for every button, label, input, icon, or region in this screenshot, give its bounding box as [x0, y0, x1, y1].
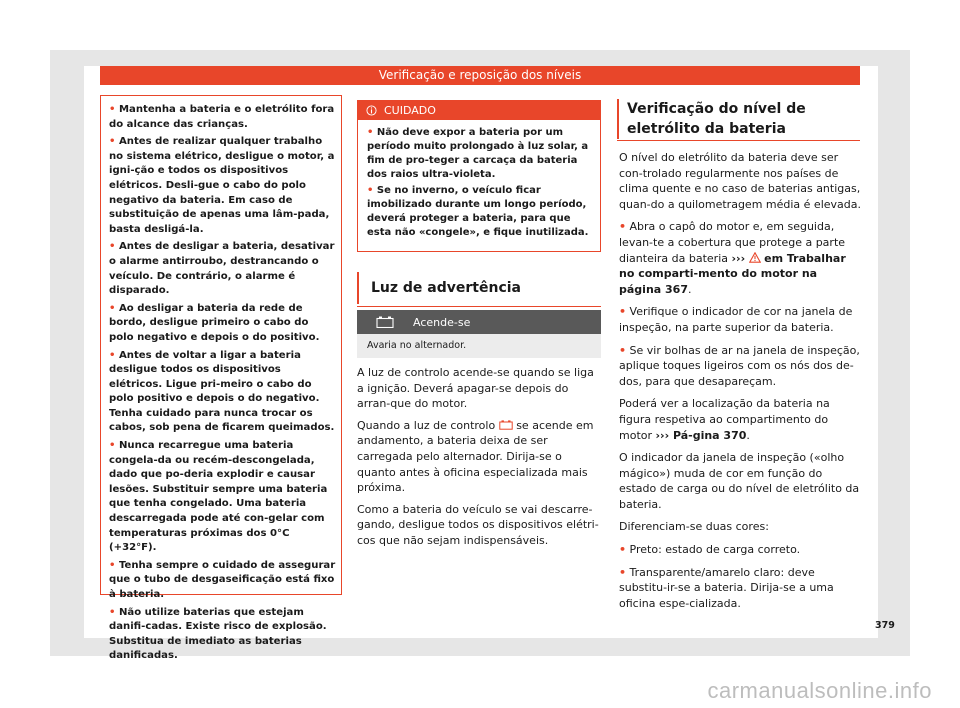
link-page-370[interactable]: ››› Pá-gina 370 [655, 428, 747, 442]
battery-icon [499, 420, 513, 430]
section-divider [617, 140, 860, 141]
list-item: • Antes de realizar qualquer trabalho no sistema elétrico, desligue o motor, a igni-ção e todos os dispositivos elétricos. Desli-gue o cabo do polo negativo da bateria. Em caso de substituição de apenas uma lâm-pada, basta desligá-la. [109, 136, 335, 235]
list-item: • Antes de voltar a ligar a bateria desligue todos os dispositivos elétricos. Ligue pri-meiro o cabo do polo positivo e depois o do negativo. Tenha cuidado para nunca trocar os cabos, sob pena de ficarem queimados. [109, 349, 335, 434]
paragraph: O nível do eletrólito da bateria deve ser con-trolado regularmente nos países de clima quente e no caso de baterias antigas, quan-do a quilometragem média é elevada. [619, 151, 861, 211]
paragraph: Quando a luz de controlo se acende em andamento, a bateria deixa de ser carregada pelo alternador. Dirija-se o quanto antes à oficina especializada mais próxima. [357, 418, 594, 495]
paragraph: Diferenciam-se duas cores: [619, 520, 769, 534]
indicator-bar [357, 310, 601, 334]
bullet-icon: • [619, 220, 627, 234]
paragraph: Como a bateria do veículo se vai descarre-gando, desligue todos os dispositivos elétri-cos que não sejam indispensáveis. [357, 502, 599, 547]
list-item: • Nunca recarregue uma bateria congela-da ou recém-descongelada, dado que po-deria explodir e causar lesões. Substituir sempre uma bateria que tenha congelado. Uma bateria descarregada pode até con-gelar com temperaturas próximas dos 0°C (+32°F). [109, 440, 328, 554]
bullet-icon: • [109, 349, 116, 361]
list-item: • Abra o capô do motor e, em seguida, levan-te a cobertura que protege a parte dianteira da bateria ››› em Trabalhar no comparti-mento do motor na página 367. [619, 220, 846, 296]
bullet-icon: • [109, 241, 116, 253]
warning-triangle-icon [749, 252, 761, 263]
bullet-icon: • [619, 305, 627, 319]
bullet-icon: • [367, 185, 374, 196]
bullet-icon: • [367, 127, 374, 138]
section-title-electrolyte: Verificação do nível de eletrólito da bateria [617, 99, 860, 139]
paragraph: A luz de controlo acende-se quando se liga a ignição. Deverá apagar-se depois do arran-que do motor. [357, 366, 594, 411]
bullet-icon: • [109, 440, 116, 452]
bullet-icon: • [619, 543, 627, 557]
caution-title: CUIDADO [384, 104, 436, 117]
list-item: • Não utilize baterias que estejam danifi-cadas. Existe risco de explosão. Substitua de imediato as baterias danificadas. [109, 606, 327, 662]
page-number: 379 [875, 620, 895, 631]
warning-box [100, 95, 342, 662]
indicator-label: Acende-se [413, 315, 471, 329]
list-item: • Se vir bolhas de ar na janela de inspeção, aplique toques ligeiros com os nós dos de-dos, para que desapareçam. [619, 343, 860, 388]
section-divider [357, 306, 601, 307]
bullet-icon: • [109, 606, 116, 618]
caution-box [357, 100, 601, 252]
list-item: • Se no inverno, o veículo ficar imobilizado durante um longo período, deverá proteger a bateria, para que esta não «congele», e fique inutilizada. [367, 185, 589, 238]
list-item: • Tenha sempre o cuidado de assegurar que o tubo de desgaseificação está fixo à bateria. [109, 559, 336, 600]
info-circle-icon [366, 105, 377, 116]
list-item: • Ao desligar a bateria da rede de bordo, desligue primeiro o cabo do polo negativo e depois o do positivo. [109, 302, 320, 343]
bullet-icon: • [109, 302, 116, 314]
link-engine-compartment[interactable]: em Trabalhar no comparti-mento do motor na página 367 [619, 251, 846, 296]
paragraph: O indicador da janela de inspeção («olho mágico») muda de cor em função do estado de carga ou do nível de eletrólito da bateria. [619, 451, 860, 511]
list-item: • Mantenha a bateria e o eletrólito fora do alcance das crianças. [109, 104, 335, 130]
watermark: carmanualsonline.info [707, 678, 932, 703]
list-item: • Verifique o indicador de cor na janela de inspeção, na parte superior da bateria. [619, 305, 853, 334]
warning-text [357, 365, 603, 555]
section-title-warning-light: Luz de advertência [357, 272, 601, 304]
list-item: • Preto: estado de carga correto. [619, 543, 801, 557]
electrolyte-text [619, 150, 861, 618]
list-item: • Transparente/amarelo claro: deve substitu-ir-se a bateria. Dirija-se a uma oficina espe-cializada. [619, 565, 834, 610]
bullet-icon: • [109, 104, 116, 115]
caution-header [358, 101, 600, 120]
bullet-icon: • [619, 343, 627, 357]
bullet-icon: • [109, 136, 116, 148]
bullet-icon: • [109, 559, 116, 571]
indicator-subtitle: Avaria no alternador. [357, 334, 601, 358]
battery-icon [376, 316, 394, 328]
paragraph: Poderá ver a localização da bateria na figura respetiva ao compartimento do motor ››› Pá-gina 370. [619, 397, 830, 442]
page-header: Verificação e reposição dos níveis [100, 66, 860, 85]
list-item: • Antes de desligar a bateria, desativar o alarme antirroubo, destrancando o veículo. De contrário, o alarme é disparado. [109, 241, 335, 297]
bullet-icon: • [619, 565, 627, 579]
list-item: • Não deve expor a bateria por um período muito prolongado à luz solar, a fim de pro-teger a carcaça da bateria dos raios ultra-violeta. [367, 127, 589, 180]
